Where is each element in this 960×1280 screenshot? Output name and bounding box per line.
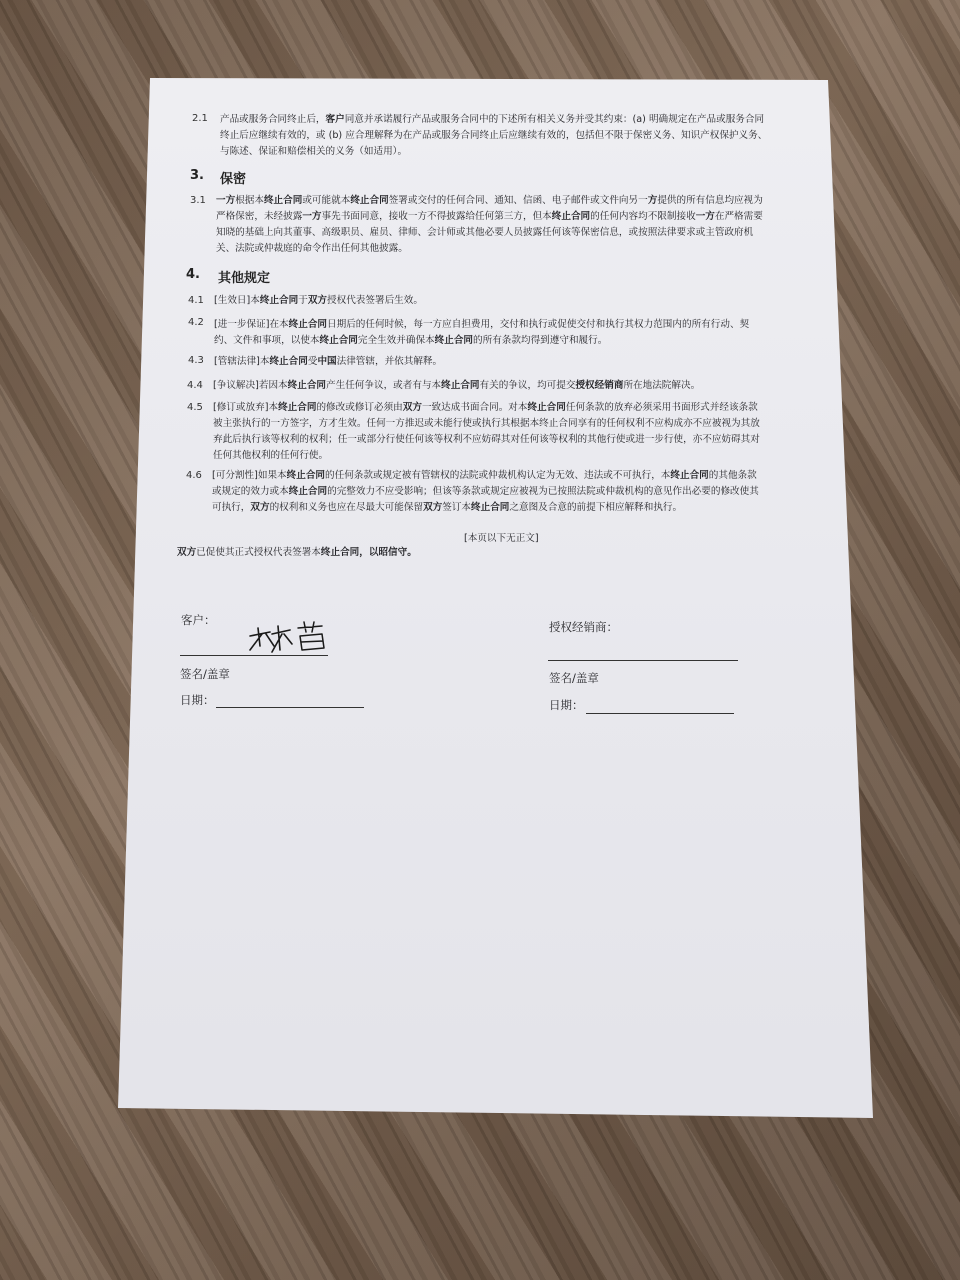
clause-number: 4.3 (188, 355, 204, 366)
customer-signature-line (180, 655, 328, 656)
clause-4-5-line-4: 任何其他权利的任何行使。 (213, 450, 329, 461)
clause-2-1-line-3: 与陈述、保证和赔偿相关的义务（如适用）。 (220, 146, 408, 157)
clause-number: 2.1 (192, 113, 208, 124)
clause-4-5-line-1: [修订或放弃]本终止合同的修改或修订必须由双方一致达成书面合同。对本终止合同任何条款的放弃必须采用书面形式并经该条款 (213, 402, 758, 413)
clause-3-1-line-2: 严格保密，未经披露一方事先书面同意，接收一方不得披露给任何第三方，但本终止合同的任何内容均不限制接收一方在严格需要 (216, 211, 763, 222)
clause-number: 3.1 (190, 195, 206, 206)
clause-3-1-line-4: 关、法院或仲裁庭的命令作出任何其他披露。 (216, 243, 408, 254)
clause-3-1-line-3: 知晓的基础上向其董事、高级职员、雇员、律师、会计师或其他必要人员披露任何该等保密信息，或按照法律要求或主管政府机 (216, 227, 754, 238)
dealer-signature-line (548, 660, 738, 661)
end-of-text-note: [本页以下无正文] (464, 533, 539, 544)
clause-4-6-line-3: 可执行，双方的权利和义务也应在尽最大可能保留双方签订本终止合同之意图及合意的前提下相应解释和执行。 (212, 502, 683, 513)
section-number: 3. (190, 168, 204, 183)
witness-clause: 双方已促使其正式授权代表签署本终止合同，以昭信守。 (177, 547, 417, 558)
clause-4-3: [管辖法律]本终止合同受中国法律管辖，并依其解释。 (214, 356, 443, 367)
clause-2-1-line-2: 终止后应继续有效的，或 (b) 应合理解释为在产品或服务合同终止后应继续有效的，包括但不限于保密义务、知识产权保护义务、 (220, 130, 768, 141)
clause-number: 4.1 (188, 295, 204, 306)
clause-4-6-line-1: [可分割性]如果本终止合同的任何条款或规定被有管辖权的法院或仲裁机构认定为无效、违法或不可执行，本终止合同的其他条款 (212, 470, 757, 481)
dealer-date-label: 日期： (549, 698, 584, 712)
clause-number: 4.6 (186, 470, 202, 481)
dealer-sign-label: 签名/盖章 (549, 671, 599, 685)
section-number: 4. (186, 267, 200, 282)
section-title-other-provisions: 其他规定 (218, 271, 271, 286)
dealer-date-line (586, 713, 734, 714)
customer-date-label: 日期： (180, 693, 215, 707)
clause-4-6-line-2: 或规定的效力或本终止合同的完整效力不应受影响；但该等条款或规定应被视为已按照法院或仲裁机构的意见作出必要的修改使其 (212, 486, 759, 497)
customer-sign-label: 签名/盖章 (180, 667, 230, 681)
customer-date-line (216, 707, 364, 708)
clause-4-1: [生效日]本终止合同于双方授权代表签署后生效。 (214, 295, 423, 306)
clause-4-4: [争议解决]若因本终止合同产生任何争议，或者有与本终止合同有关的争议，均可提交授权经销商所在地法院解决。 (213, 380, 701, 391)
clause-4-2-line-2: 约、文件和事项，以使本终止合同完全生效并确保本终止合同的所有条款均得到遵守和履行。 (214, 335, 608, 346)
clause-4-2-line-1: [进一步保证]在本终止合同日期后的任何时候，每一方应自担费用，交付和执行或促使交付和执行其权力范围内的所有行动、契 (214, 319, 750, 330)
dealer-label: 授权经销商： (549, 620, 618, 634)
clause-number: 4.4 (187, 380, 203, 391)
clause-4-5-line-3: 弃此后执行该等权利的权利；任一或部分行使任何该等权利不应妨碍其对任何该等权利的其他行使或进一步行使，亦不应妨碍其对 (213, 434, 760, 445)
clause-number: 4.5 (187, 402, 203, 413)
customer-label: 客户： (181, 613, 216, 627)
clause-4-5-line-2: 被主张执行的一方签字，方才生效。任何一方推迟或未能行使或执行其根据本终止合同享有的任何权利不应构成亦不应被视为其放 (213, 418, 760, 429)
clause-3-1-line-1: 一方根据本终止合同或可能就本终止合同签署或交付的任何合同、通知、信函、电子邮件或文件向另一方提供的所有信息均应视为 (216, 195, 763, 206)
customer-signature (244, 620, 336, 660)
clause-2-1-line-1: 产品或服务合同终止后，客户同意并承诺履行产品或服务合同中的下述所有相关义务并受其约束：(a) 明确规定在产品或服务合同 (220, 114, 765, 125)
clause-number: 4.2 (188, 317, 204, 328)
section-title-confidentiality: 保密 (220, 172, 247, 187)
